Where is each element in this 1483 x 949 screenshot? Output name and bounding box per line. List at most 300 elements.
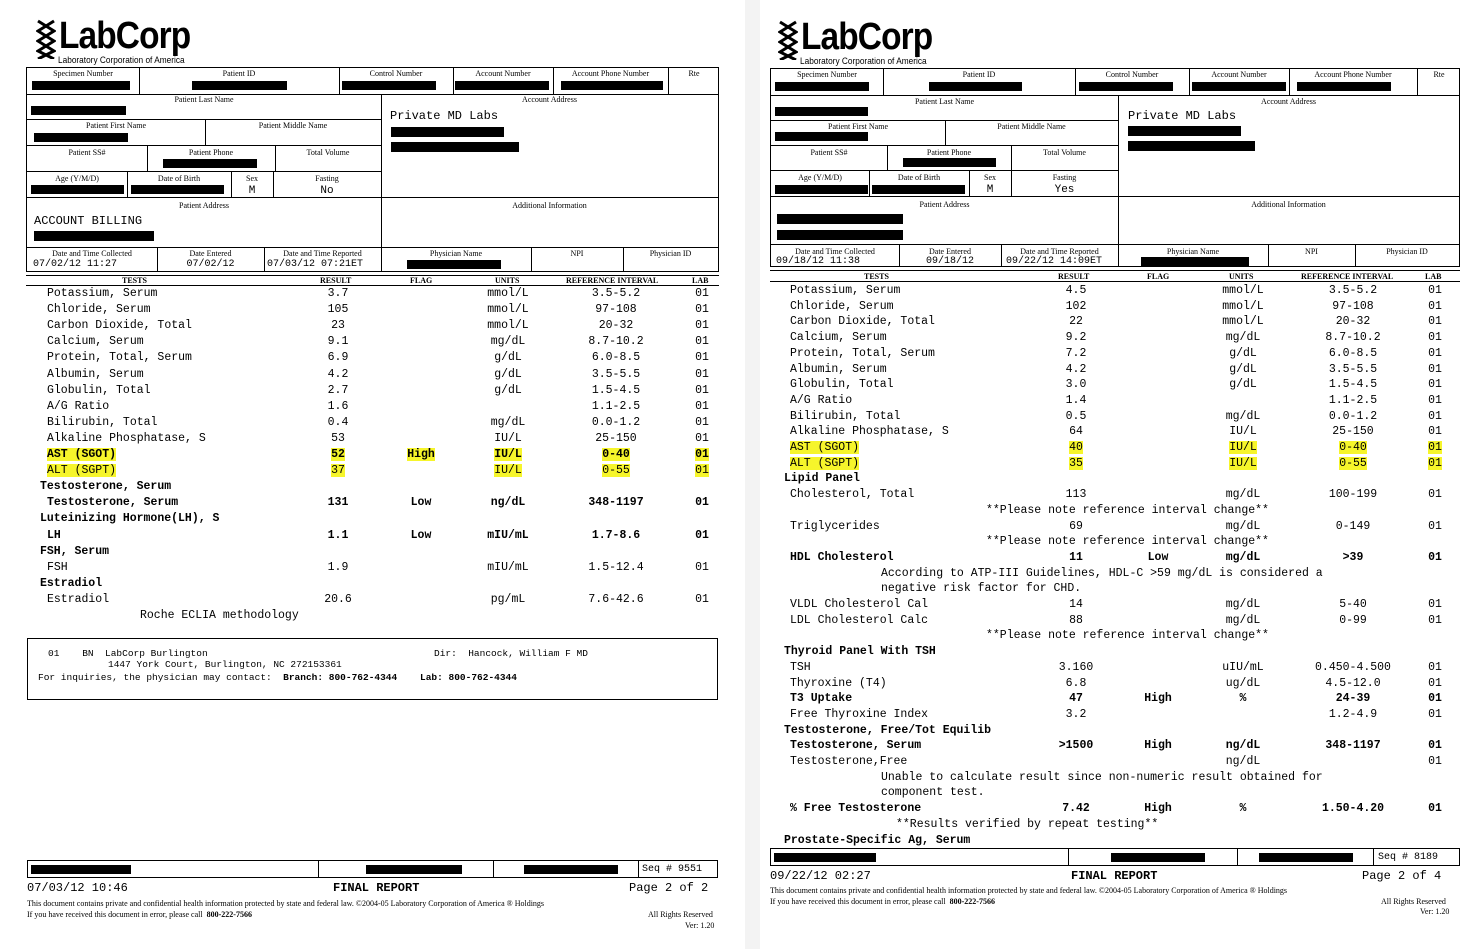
sex-value: M xyxy=(986,184,994,196)
row-test xyxy=(790,661,811,674)
cell-units: IU/L xyxy=(1229,425,1257,439)
label-patient-address: Patient Address xyxy=(919,200,970,209)
cell-units: pg/mL xyxy=(490,592,526,606)
row-ref xyxy=(566,319,666,332)
cell-result: 3.7 xyxy=(327,287,349,300)
row-result xyxy=(1046,802,1106,815)
cell-result: >1500 xyxy=(1058,739,1094,753)
row-result xyxy=(1046,378,1106,391)
cell-ref: 348-1197 xyxy=(1325,739,1381,753)
row-result xyxy=(1046,425,1106,438)
cell-lab: 01 xyxy=(1428,739,1442,753)
patient-address-value: ACCOUNT BILLING xyxy=(34,214,143,228)
row-test xyxy=(47,368,144,381)
row-units xyxy=(1208,331,1278,344)
cell-test: Chloride, Serum xyxy=(47,303,151,317)
cell-lab: 01 xyxy=(1428,707,1442,721)
date-collected-value: 07/02/12 11:27 xyxy=(33,259,118,270)
row-units xyxy=(473,303,543,316)
cell-test: Calcium, Serum xyxy=(790,331,887,345)
th-tests: TESTS xyxy=(122,276,147,285)
cell-test: AST (SGOT) xyxy=(790,441,860,454)
cell-result: 9.2 xyxy=(1065,331,1087,345)
cell-lab: 01 xyxy=(1428,378,1442,392)
row-lab xyxy=(1420,614,1450,627)
cell-test: Free Thyroxine Index xyxy=(790,707,929,721)
cell-test: Cholesterol, Total xyxy=(790,488,915,502)
row-units xyxy=(1208,551,1278,564)
printed-date: 09/22/12 02:27 xyxy=(770,869,871,883)
final-report-label: FINAL REPORT xyxy=(1071,869,1158,883)
cell-units: ng/dL xyxy=(1225,755,1261,768)
row-units xyxy=(473,368,543,381)
row-lab xyxy=(687,368,717,381)
cell-test: Estradiol xyxy=(40,576,103,590)
cell-ref: 1.1-2.5 xyxy=(591,399,641,413)
label-physician-id: Physician ID xyxy=(649,249,692,258)
cell-test: TSH xyxy=(790,660,811,674)
cell-result: 14 xyxy=(1069,598,1083,611)
error-notice: If you have received this document in error, please call 800-222-7566 xyxy=(770,897,995,906)
row-lab xyxy=(1420,410,1450,423)
row-test xyxy=(881,771,1323,784)
row-units xyxy=(1208,363,1278,376)
cell-test: Bilirubin, Total xyxy=(790,409,901,423)
cell-test: Triglycerides xyxy=(790,519,880,533)
row-test xyxy=(40,577,102,590)
row-ref xyxy=(566,416,666,429)
label-date-entered: Date Entered xyxy=(929,247,971,256)
row-lab xyxy=(1420,692,1450,705)
row-result xyxy=(308,384,368,397)
row-test xyxy=(47,335,144,348)
cell-lab: 01 xyxy=(1428,331,1442,345)
brand-name: LabCorp xyxy=(801,16,933,58)
cell-result: 47 xyxy=(1069,692,1083,706)
th-reference-interval: REFERENCE INTERVAL xyxy=(566,276,659,285)
row-result xyxy=(308,561,368,574)
row-ref xyxy=(1303,677,1403,690)
seq-number: Seq # 8189 xyxy=(1378,852,1439,863)
cell-ref: 7.6-42.6 xyxy=(588,592,644,606)
label-patient-address: Patient Address xyxy=(179,201,229,210)
row-ref xyxy=(566,335,666,348)
cell-units: mmol/L xyxy=(1222,299,1264,313)
cell-result: 11 xyxy=(1069,550,1083,564)
account-name: Private MD Labs xyxy=(390,109,499,123)
th-tests: TESTS xyxy=(864,272,889,281)
row-units xyxy=(1208,410,1278,423)
label-additional-info: Additional Information xyxy=(512,201,587,210)
cell-test: **Please note reference interval change** xyxy=(986,629,1269,643)
seq-number: Seq # 9551 xyxy=(642,864,703,875)
cell-units: mmol/L xyxy=(1222,315,1264,329)
label-age: Age (Y/M/D) xyxy=(55,174,99,183)
row-result xyxy=(308,416,368,429)
row-flag xyxy=(1128,692,1188,705)
row-test xyxy=(47,319,192,332)
redaction xyxy=(131,185,224,194)
row-units xyxy=(473,448,543,461)
row-lab xyxy=(1420,300,1450,313)
date-collected-value: 09/18/12 11:38 xyxy=(776,256,861,267)
row-ref xyxy=(1303,614,1403,627)
cell-lab: 01 xyxy=(695,287,709,300)
cell-units: ng/dL xyxy=(1225,739,1261,753)
row-units xyxy=(473,335,543,348)
row-lab xyxy=(687,416,717,429)
row-test xyxy=(790,457,859,470)
row-test xyxy=(881,786,985,799)
row-units xyxy=(473,384,543,397)
row-ref xyxy=(566,561,666,574)
row-lab xyxy=(1420,802,1450,815)
row-test xyxy=(790,284,900,297)
row-units xyxy=(473,593,543,606)
lab-director: Dir: Hancock, William F MD xyxy=(434,648,588,659)
row-lab xyxy=(687,464,717,477)
cell-result: 35 xyxy=(1069,456,1083,470)
cell-units: mIU/mL xyxy=(487,528,529,542)
row-ref xyxy=(566,593,666,606)
cell-result: 52 xyxy=(331,448,345,461)
row-test xyxy=(47,448,116,461)
cell-result: 69 xyxy=(1069,519,1083,533)
cell-ref: 20-32 xyxy=(1335,315,1371,329)
row-ref xyxy=(1303,802,1403,815)
report-page-2 xyxy=(760,0,1483,949)
cell-test: Carbon Dioxide, Total xyxy=(790,315,935,329)
row-test xyxy=(784,645,936,658)
cell-lab: 01 xyxy=(695,399,709,413)
row-result xyxy=(1046,363,1106,376)
label-npi: NPI xyxy=(570,249,584,258)
redaction xyxy=(1111,853,1205,862)
cell-ref: 97-108 xyxy=(595,303,637,317)
row-test xyxy=(790,692,852,705)
row-test xyxy=(40,545,109,558)
cell-result: 6.8 xyxy=(1065,676,1087,690)
th-lab: LAB xyxy=(1425,272,1442,281)
row-lab xyxy=(1420,677,1450,690)
cell-test: Roche ECLIA methodology xyxy=(140,609,299,622)
row-test xyxy=(40,512,219,525)
date-reported-value: 07/03/12 07:21ET xyxy=(267,259,364,270)
brand-name: LabCorp xyxy=(59,15,191,57)
cell-lab: 01 xyxy=(1428,613,1442,627)
cell-units: uIU/mL xyxy=(1222,660,1264,674)
version-label: Ver: 1.20 xyxy=(685,921,715,930)
cell-units: mIU/mL xyxy=(487,560,529,574)
row-result xyxy=(308,496,368,509)
cell-ref: 0.450-4.500 xyxy=(1315,660,1391,674)
row-test xyxy=(47,593,109,606)
label-account-address: Account Address xyxy=(522,95,577,104)
row-ref xyxy=(1303,692,1403,705)
redaction xyxy=(774,853,876,862)
cell-ref: 1.2-4.9 xyxy=(1328,707,1378,721)
cell-test: Testosterone, Serum xyxy=(790,739,922,753)
row-units xyxy=(1208,739,1278,752)
cell-units: % xyxy=(1239,692,1247,706)
cell-test: Testosterone,Free xyxy=(790,755,908,768)
row-flag xyxy=(391,496,451,509)
row-test xyxy=(47,529,61,542)
cell-units: mg/dL xyxy=(1225,331,1261,345)
rights-reserved: All Rights Reserved xyxy=(648,910,713,919)
cell-lab: 01 xyxy=(1428,425,1442,439)
cell-test: Alkaline Phosphatase, S xyxy=(790,425,949,439)
redaction xyxy=(192,81,287,90)
cell-units: mg/dL xyxy=(490,335,526,349)
cell-test: Testosterone, Free/Tot Equilib xyxy=(784,723,992,737)
row-test xyxy=(790,677,887,690)
cell-units: % xyxy=(1239,802,1247,816)
label-fasting: Fasting xyxy=(315,174,339,183)
rights-reserved: All Rights Reserved xyxy=(1381,897,1446,906)
row-lab xyxy=(687,351,717,364)
row-lab xyxy=(687,287,717,300)
redaction xyxy=(524,865,618,874)
row-ref xyxy=(566,432,666,445)
label-control-number: Control Number xyxy=(1105,70,1159,79)
row-units xyxy=(1208,284,1278,297)
brand-subtitle: Laboratory Corporation of America xyxy=(58,55,185,65)
redaction xyxy=(391,127,504,137)
row-test xyxy=(47,400,109,413)
row-test xyxy=(790,708,928,721)
date-entered-value: 09/18/12 xyxy=(925,256,974,267)
labcorp-logo xyxy=(778,18,950,60)
cell-units: g/dL xyxy=(1229,362,1257,376)
confidential-notice: This document contains private and confidential health information protected by state and federal law. ©2004-05 Laboratory Corporation of America ® Holdings xyxy=(770,886,1288,895)
redaction xyxy=(775,185,868,194)
row-result xyxy=(1046,457,1106,470)
th-result: RESULT xyxy=(1058,272,1090,281)
cell-units: mg/dL xyxy=(1225,488,1261,502)
row-lab xyxy=(687,448,717,461)
cell-test: Bilirubin, Total xyxy=(47,415,158,429)
row-units xyxy=(1208,315,1278,328)
row-ref xyxy=(566,529,666,542)
cell-ref: 3.5-5.2 xyxy=(591,287,641,300)
row-units xyxy=(1208,598,1278,611)
row-result xyxy=(1046,692,1106,705)
row-test xyxy=(790,347,935,360)
cell-test: A/G Ratio xyxy=(790,393,853,407)
cell-ref: 1.1-2.5 xyxy=(1328,393,1378,407)
lab-info-line-1: 01 BN LabCorp Burlington xyxy=(48,648,208,659)
cell-ref: 0-149 xyxy=(1335,519,1371,533)
cell-lab: 01 xyxy=(1428,519,1442,533)
cell-ref: 1.50-4.20 xyxy=(1321,802,1385,816)
th-lab: LAB xyxy=(692,276,709,285)
row-lab xyxy=(687,303,717,316)
th-reference-interval: REFERENCE INTERVAL xyxy=(1301,272,1394,281)
row-result xyxy=(1046,284,1106,297)
label-patient-middle-name: Patient Middle Name xyxy=(997,122,1066,131)
redaction xyxy=(777,214,903,224)
cell-ref: 25-150 xyxy=(1332,425,1374,439)
row-test xyxy=(47,416,157,429)
row-units xyxy=(473,416,543,429)
printed-date: 07/03/12 10:46 xyxy=(27,881,128,895)
cell-test: % Free Testosterone xyxy=(790,802,922,816)
cell-lab: 01 xyxy=(695,415,709,429)
row-ref xyxy=(1303,378,1403,391)
row-ref xyxy=(1303,410,1403,423)
lab-info-box xyxy=(27,638,718,700)
cell-lab: 01 xyxy=(1428,550,1442,564)
row-lab xyxy=(1420,457,1450,470)
cell-result: 6.9 xyxy=(327,351,349,365)
label-patient-last-name: Patient Last Name xyxy=(174,95,234,104)
label-sex: Sex xyxy=(984,173,996,182)
redaction xyxy=(407,260,501,269)
row-result xyxy=(1046,598,1106,611)
cell-result: 37 xyxy=(331,464,345,478)
page-number: Page 2 of 4 xyxy=(1362,869,1442,883)
cell-ref: 348-1197 xyxy=(588,496,644,510)
row-flag xyxy=(1128,551,1188,564)
row-ref xyxy=(1303,284,1403,297)
row-result xyxy=(308,287,368,300)
patient-header-grid xyxy=(770,68,1460,267)
row-ref xyxy=(1303,331,1403,344)
cell-test: Chloride, Serum xyxy=(790,299,894,313)
cell-test: Potassium, Serum xyxy=(790,284,901,297)
row-test xyxy=(47,303,151,316)
cell-flag: Low xyxy=(1147,550,1169,564)
label-sex: Sex xyxy=(246,174,258,183)
label-npi: NPI xyxy=(1305,247,1318,256)
cell-test: AST (SGOT) xyxy=(47,448,117,461)
row-lab xyxy=(687,432,717,445)
label-rte: Rte xyxy=(1433,70,1445,79)
fasting-value: No xyxy=(320,185,334,197)
row-test xyxy=(47,464,116,477)
label-patient-id: Patient ID xyxy=(962,70,996,79)
cell-units: g/dL xyxy=(1229,346,1257,360)
cell-lab: 01 xyxy=(695,431,709,445)
cell-lab: 01 xyxy=(695,528,709,542)
row-test xyxy=(790,441,859,454)
label-patient-id: Patient ID xyxy=(222,69,256,78)
row-result xyxy=(1046,614,1106,627)
cell-ref: 3.5-5.5 xyxy=(1328,362,1378,376)
row-test xyxy=(790,598,928,611)
row-test xyxy=(784,472,860,485)
cell-lab: 01 xyxy=(1428,660,1442,674)
row-test xyxy=(790,300,894,313)
cell-result: 1.9 xyxy=(327,560,349,574)
row-result xyxy=(1046,315,1106,328)
row-lab xyxy=(1420,739,1450,752)
cell-flag: High xyxy=(407,448,435,461)
cell-result: 4.5 xyxy=(1065,284,1087,297)
th-result: RESULT xyxy=(320,276,352,285)
row-ref xyxy=(1303,708,1403,721)
row-test xyxy=(790,410,900,423)
th-flag: FLAG xyxy=(410,276,433,285)
row-result xyxy=(1046,708,1106,721)
cell-test: HDL Cholesterol xyxy=(790,550,894,564)
row-units xyxy=(1208,300,1278,313)
date-reported-value: 09/22/12 14:09ET xyxy=(1006,256,1103,267)
th-flag: FLAG xyxy=(1147,272,1170,281)
cell-units: mg/dL xyxy=(1225,613,1261,627)
row-test xyxy=(881,567,1323,580)
cell-result: 9.1 xyxy=(327,335,349,349)
cell-result: 22 xyxy=(1069,315,1083,329)
label-date-entered: Date Entered xyxy=(189,249,232,258)
cell-test: Testosterone, Serum xyxy=(40,480,172,494)
cell-lab: 01 xyxy=(1428,441,1442,454)
label-date-reported: Date and Time Reported xyxy=(1020,247,1099,256)
cell-lab: 01 xyxy=(1428,755,1442,768)
row-result xyxy=(308,593,368,606)
row-ref xyxy=(1303,551,1403,564)
row-result xyxy=(1046,520,1106,533)
cell-test: **Results verified by repeat testing** xyxy=(896,817,1159,831)
row-lab xyxy=(1420,441,1450,454)
label-patient-phone: Patient Phone xyxy=(188,148,234,157)
label-additional-info: Additional Information xyxy=(1251,200,1326,209)
cell-result: 1.4 xyxy=(1065,393,1087,407)
row-ref xyxy=(1303,598,1403,611)
label-patient-ss: Patient SS# xyxy=(810,148,848,157)
cell-lab: 01 xyxy=(695,383,709,397)
label-patient-last-name: Patient Last Name xyxy=(914,97,975,106)
cell-result: 1.1 xyxy=(327,528,349,542)
row-lab xyxy=(1420,598,1450,611)
cell-test: Prostate-Specific Ag, Serum xyxy=(784,833,971,847)
cell-ref: 0-40 xyxy=(1339,441,1367,454)
row-test xyxy=(896,818,1158,831)
cell-test: Testosterone, Serum xyxy=(47,496,179,510)
row-test xyxy=(47,287,157,300)
cell-test: Potassium, Serum xyxy=(47,287,158,300)
cell-result: 113 xyxy=(1065,488,1087,502)
row-result xyxy=(308,529,368,542)
cell-result: 40 xyxy=(1069,441,1083,454)
label-patient-middle-name: Patient Middle Name xyxy=(258,121,328,130)
row-ref xyxy=(566,384,666,397)
redaction xyxy=(872,185,965,194)
cell-lab: 01 xyxy=(1428,284,1442,297)
row-lab xyxy=(1420,394,1450,407)
row-result xyxy=(308,400,368,413)
cell-ref: 6.0-8.5 xyxy=(591,351,641,365)
cell-flag: Low xyxy=(410,528,432,542)
cell-ref: 0-55 xyxy=(1339,456,1367,470)
row-lab xyxy=(1420,520,1450,533)
row-ref xyxy=(1303,661,1403,674)
th-units: UNITS xyxy=(495,276,520,285)
label-physician-id: Physician ID xyxy=(1386,247,1428,256)
label-account-number: Account Number xyxy=(475,69,531,78)
row-test xyxy=(40,480,171,493)
label-control-number: Control Number xyxy=(369,69,423,78)
cell-test: Carbon Dioxide, Total xyxy=(47,319,192,333)
row-units xyxy=(1208,614,1278,627)
cell-ref: 97-108 xyxy=(1332,299,1374,313)
cell-ref: 6.0-8.5 xyxy=(1328,346,1378,360)
cell-units: mg/dL xyxy=(1225,598,1261,611)
row-test xyxy=(790,378,894,391)
cell-result: 1.6 xyxy=(327,399,349,413)
cell-test: According to ATP-III Guidelines, HDL-C >59 mg/dL is considered a xyxy=(881,566,1323,580)
